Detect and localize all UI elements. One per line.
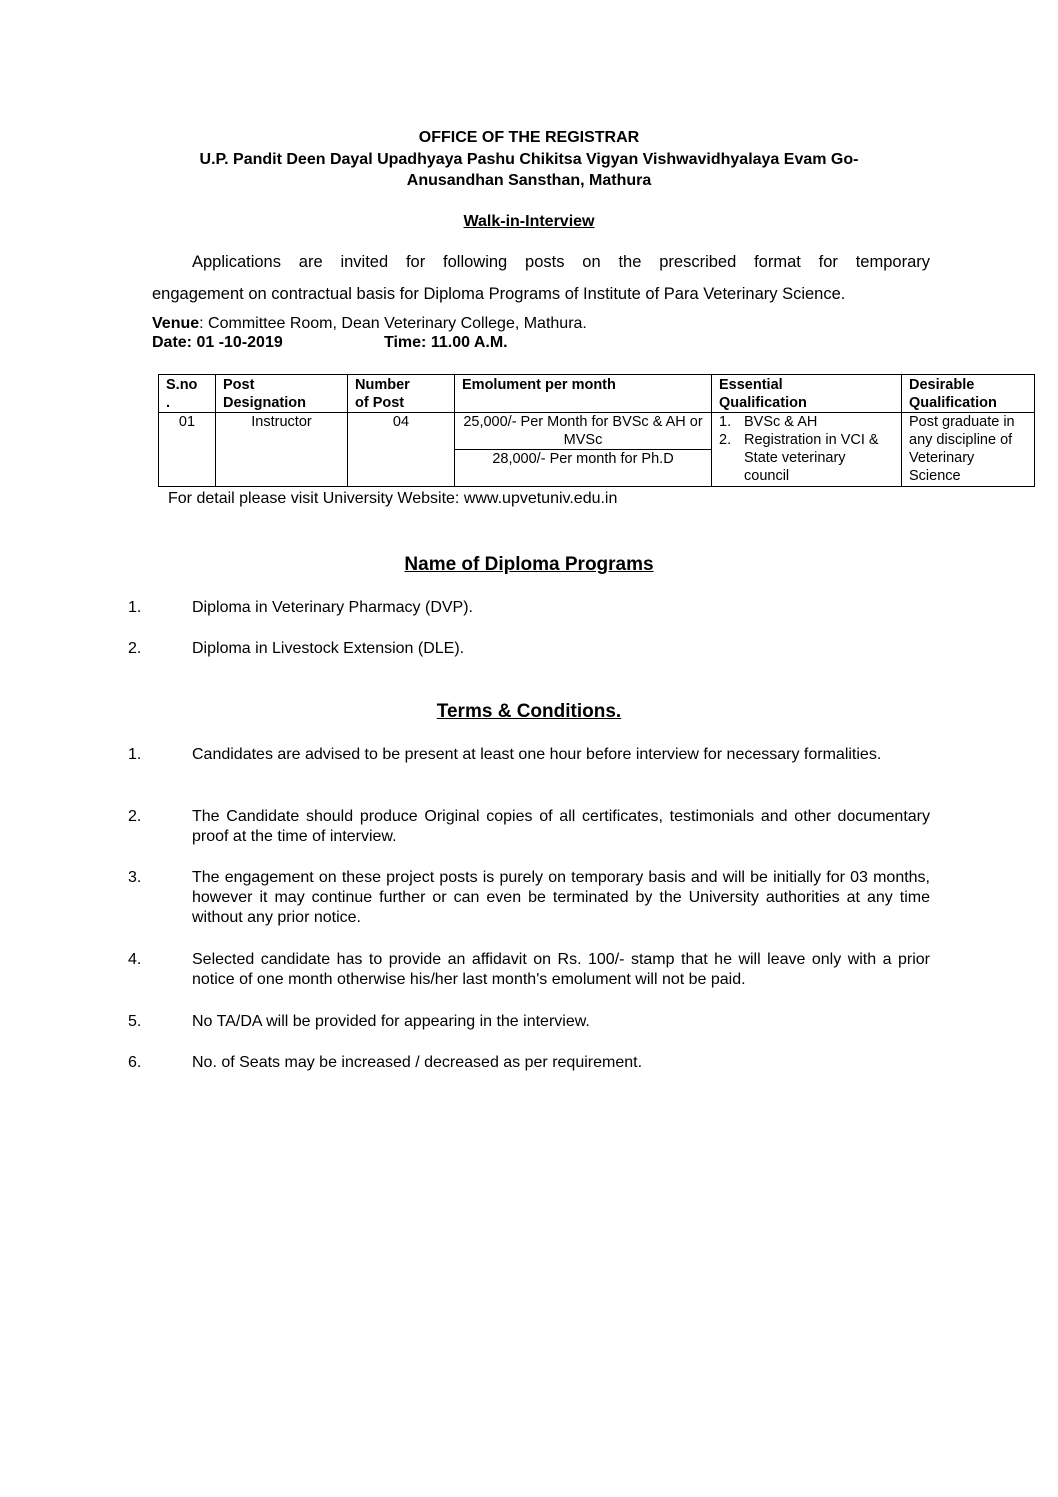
intro-line-1: Applications are invited for following posts on the prescribed format for temporary: [192, 253, 930, 271]
header-post-l2: Designation: [223, 395, 306, 411]
cell-number: 04: [348, 413, 455, 487]
venue-text: : Committee Room, Dean Veterinary College, Mathura.: [199, 315, 587, 332]
list-number: 4.: [128, 951, 142, 968]
header-number: [348, 375, 455, 413]
table-header-row: [159, 375, 1035, 413]
header-desirable: [902, 375, 1035, 413]
list-number: 2.: [128, 808, 142, 825]
header-post-l1: Post: [223, 377, 255, 393]
list-item: [719, 413, 894, 431]
list-text: Candidates are advised to be present at least one hour before interview for necessary formalities.: [192, 746, 882, 763]
list-number: 1.: [719, 414, 732, 430]
header-desirable-l1: Desirable: [909, 377, 975, 393]
cell-desirable: Post graduate in any discipline of Veterinary Science: [902, 413, 1035, 487]
header-emolument: Emolument per month: [455, 375, 712, 413]
cell-emolument-2: 28,000/- Per month for Ph.D: [455, 450, 712, 487]
list-text: The engagement on these project posts is purely on temporary basis and will be initially for 03 months, however it may continue further or can even be terminated by the University authorities at any time without any prior notice.: [192, 869, 930, 926]
date-time-line: [152, 333, 508, 353]
university-name-line1: U.P. Pandit Deen Dayal Upadhyaya Pashu Chikitsa Vigyan Vishwavidhyalaya Evam Go-: [199, 151, 859, 168]
header-post: [216, 375, 348, 413]
list-text: Diploma in Livestock Extension (DLE).: [192, 640, 465, 657]
list-text: Registration in VCI & State veterinary council: [744, 432, 879, 484]
university-name-line2: Anusandhan Sansthan, Mathura: [406, 172, 652, 189]
cell-post: Instructor: [216, 413, 348, 487]
essential-list: [719, 413, 894, 485]
website-note: For detail please visit University Website: www.upvetuniv.edu.in: [168, 490, 618, 507]
header-desirable-l2: Qualification: [909, 395, 997, 411]
header-essential-l2: Qualification: [719, 395, 807, 411]
office-title: OFFICE OF THE REGISTRAR: [418, 129, 640, 146]
list-text: Selected candidate has to provide an affidavit on Rs. 100/- stamp that he will leave only with a prior notice of one month otherwise his/her last month's emolument will not be paid.: [192, 951, 930, 988]
header-sno-l2: .: [166, 395, 171, 411]
list-text: No. of Seats may be increased / decreased as per requirement.: [192, 1054, 643, 1071]
header-essential: [712, 375, 902, 413]
diploma-programs-heading: Name of Diploma Programs: [404, 554, 654, 575]
header-essential-l1: Essential: [719, 377, 783, 393]
terms-heading: Terms & Conditions.: [436, 701, 622, 722]
header-sno-l1: S.no: [166, 377, 198, 393]
list-text: BVSc & AH: [744, 414, 818, 430]
list-number: 6.: [128, 1054, 142, 1071]
walk-in-interview-heading: Walk-in-Interview: [463, 213, 595, 230]
header-number-l2: of Post: [355, 395, 405, 411]
table-row: [159, 413, 1035, 450]
list-number: 5.: [128, 1013, 142, 1030]
list-number: 2.: [719, 432, 732, 448]
interview-time: Time: 11.00 A.M.: [384, 334, 508, 351]
posts-table: [158, 374, 1035, 487]
list-number: 1.: [128, 599, 142, 616]
list-number: 1.: [128, 746, 142, 763]
intro-line-2: engagement on contractual basis for Diploma Programs of Institute of Para Veterinary Science.: [152, 285, 846, 303]
header-number-l1: Number: [355, 377, 410, 393]
venue-line: [152, 314, 587, 334]
list-text: Diploma in Veterinary Pharmacy (DVP).: [192, 599, 473, 616]
list-text: The Candidate should produce Original copies of all certificates, testimonials and other documentary proof at the time of interview.: [192, 808, 930, 845]
cell-sno: 01: [159, 413, 216, 487]
list-item: [719, 431, 894, 485]
list-text: No TA/DA will be provided for appearing in the interview.: [192, 1013, 590, 1030]
cell-emolument-1: 25,000/- Per Month for BVSc & AH or MVSc: [455, 413, 712, 450]
list-number: 3.: [128, 869, 142, 886]
list-number: 2.: [128, 640, 142, 657]
cell-essential: [712, 413, 902, 487]
header-sno: [159, 375, 216, 413]
venue-label: Venue: [152, 315, 200, 332]
interview-date: Date: 01 -10-2019: [152, 334, 283, 351]
